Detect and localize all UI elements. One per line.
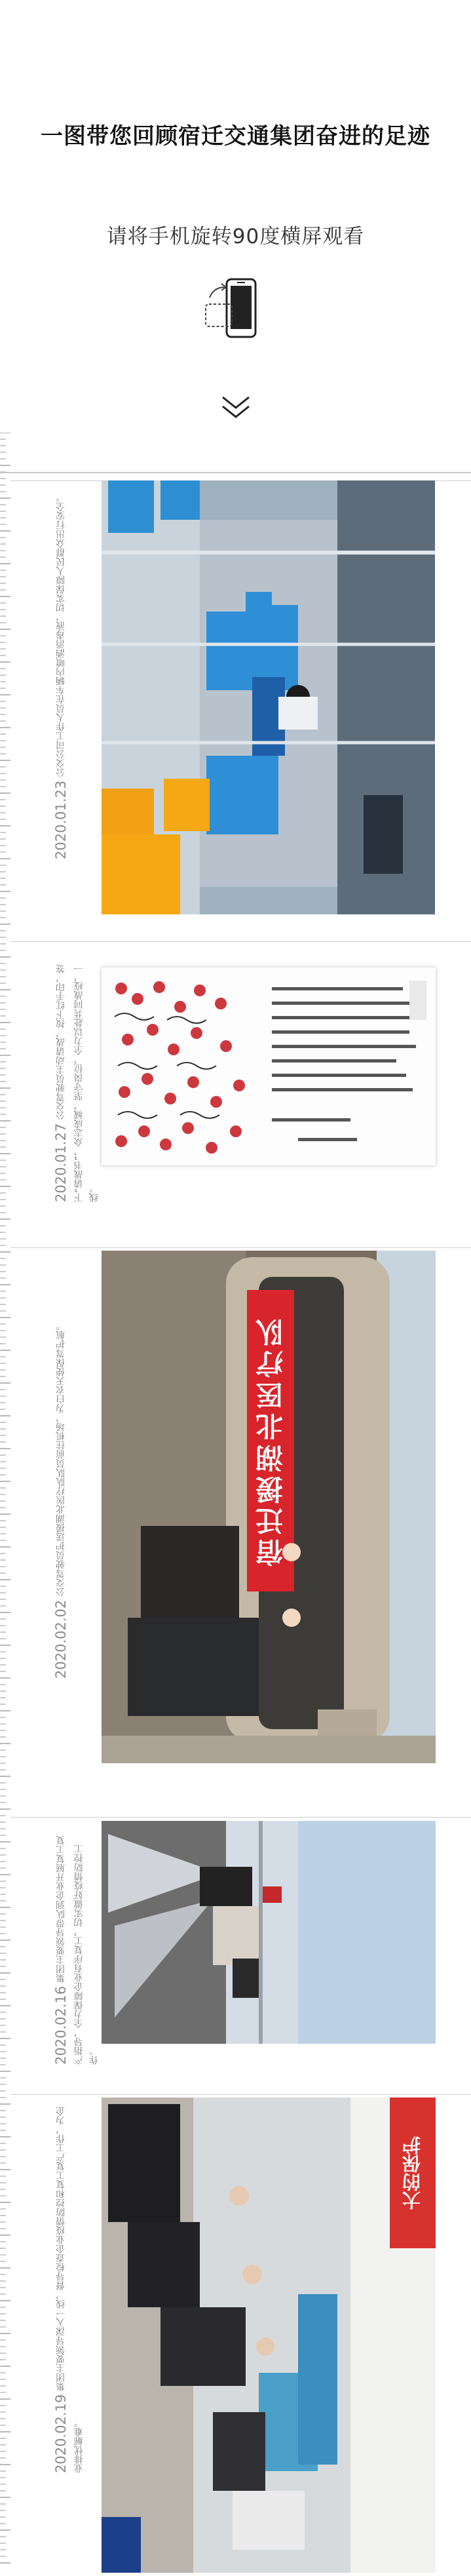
inspection-visit-photo: [102, 2098, 436, 2573]
protection-sign: 大的保护: [402, 2136, 423, 2210]
entry-divider: [10, 2094, 471, 2095]
rotate-hint: 请将手机旋转90度横屏观看: [106, 225, 365, 248]
entry-date: 2020.02.19: [53, 2394, 69, 2473]
entry-description: 集团主要领导带队到企业开展复工复产指导，全力保障企业有序复工，切实做好疫情防控工作。: [56, 1835, 100, 2065]
timeline-entry-1: [0, 480, 471, 925]
timeline-entry-3: [0, 1247, 471, 1772]
entry-caption: [51, 953, 102, 1202]
entry-description: 集团主要领导深入一线，督导检查企业疫情防控和复工复产工作，为企业排忧解难。: [56, 2106, 85, 2473]
entry-description: 公交公司工作人员在车辆内喷洒消毒液，切实保障人民群众出行安全。: [56, 492, 66, 777]
entry-description: 公交驾驶员护送援湖北医疗队队员前往机场，为白衣天使保驾护航。: [56, 1321, 66, 1597]
entry-caption: [51, 1829, 102, 2065]
entry-divider: [10, 1247, 471, 1248]
entry-caption: [51, 1259, 71, 1679]
entry-description: 公交驾驶员主动请战，按下红手印，签下“请战书”，众志成城，坚守岗位，全力以赴共同战疫，一线。: [56, 963, 100, 1202]
entry-divider: [10, 941, 471, 942]
entry-date: 2020.02.02: [53, 1599, 69, 1679]
medical-team-van-photo: [102, 1251, 436, 1763]
rotate-phone-icon: [202, 275, 270, 341]
entry-divider: [10, 1817, 471, 1818]
timeline-entry-5: [0, 2094, 471, 2576]
double-chevron-down-icon[interactable]: [219, 392, 252, 422]
page-title: 一图带您回顾宿迁交通集团奋进的足迹: [41, 123, 430, 149]
street-disinfection-photo: [102, 1821, 436, 2044]
timeline-entry-4: [0, 1817, 471, 2079]
entry-caption: [51, 492, 71, 859]
entry-date: 2020.01.23: [53, 780, 69, 859]
entry-caption: [51, 2106, 86, 2473]
entry-date: 2020.01.27: [53, 1123, 69, 1202]
timeline-entry-2: [0, 941, 471, 1232]
bus-disinfection-photo: [102, 480, 435, 914]
petition-letter-photo: [102, 967, 436, 1165]
timeline-start-line: [0, 472, 471, 473]
medical-team-banner: 宿迁援湖北医疗队: [255, 1315, 287, 1567]
entry-date: 2020.02.16: [53, 1985, 69, 2065]
